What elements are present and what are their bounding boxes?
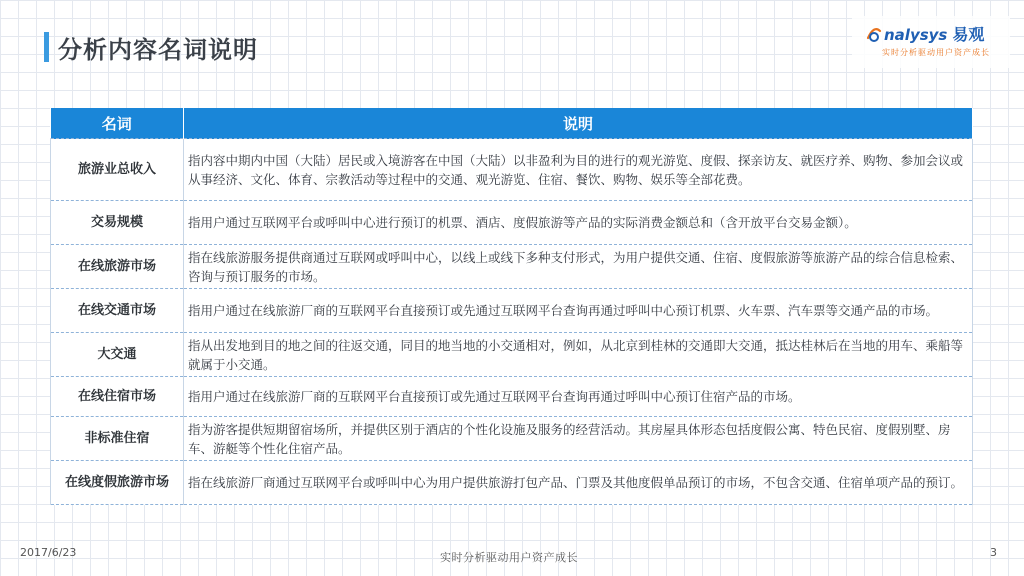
page-number: 3 [990,546,997,559]
header-description: 说明 [184,108,973,139]
description-cell: 指内容中期内中国（大陆）居民或入境游客在中国（大陆）以非盈利为目的进行的观光游览、度假、探亲访友、就医疗养、购物、参加会议或从事经济、文化、体育、宗教活动等过程中的交通、观光游览、住宿、餐饮、购物、娱乐等全部花费。 [184,139,973,201]
footer-date: 2017/6/23 [20,546,77,559]
term-cell: 旅游业总收入 [51,139,184,201]
description-cell: 指在线旅游服务提供商通过互联网或呼叫中心，以线上或线下多种支付形式，为用户提供交通、住宿、度假旅游等旅游产品的综合信息检索、咨询与预订服务的市场。 [184,245,973,289]
table-header-row [51,108,973,139]
term-cell: 在线旅游市场 [51,245,184,289]
slide-title: 分析内容名词说明 [58,35,258,64]
term-cell: 在线交通市场 [51,289,184,333]
logo-chinese-name: 易观 [952,25,985,44]
term-cell: 在线住宿市场 [51,377,184,417]
term-cell: 非标准住宿 [51,417,184,461]
table-row [51,201,973,245]
table-row [51,289,973,333]
analysys-logo [852,16,1010,68]
term-cell: 交易规模 [51,201,184,245]
table-row [51,417,973,461]
analysys-logo-icon [866,26,882,42]
table-row [51,139,973,201]
title-accent-bar [44,32,49,62]
description-cell: 指用户通过在线旅游厂商的互联网平台直接预订或先通过互联网平台查询再通过呼叫中心预订机票、火车票、汽车票等交通产品的市场。 [184,289,973,333]
description-cell: 指从出发地到目的地之间的往返交通，同目的地当地的小交通相对，例如，从北京到桂林的交通即大交通，抵达桂林后在当地的用车、乘船等就属于小交通。 [184,333,973,377]
terms-table [50,108,973,505]
table-row [51,333,973,377]
description-cell: 指用户通过在线旅游厂商的互联网平台直接预订或先通过互联网平台查询再通过呼叫中心预订住宿产品的市场。 [184,377,973,417]
term-cell: 在线度假旅游市场 [51,461,184,505]
slide-title-bar [44,30,258,64]
footer-slogan: 实时分析驱动用户资产成长 [440,551,578,564]
description-cell: 指为游客提供短期留宿场所，并提供区别于酒店的个性化设施及服务的经营活动。其房屋具体形态包括度假公寓、特色民宿、度假别墅、房车、游艇等个性化住宿产品。 [184,417,973,461]
logo-slogan: 实时分析驱动用户资产成长 [882,48,990,57]
description-cell: 指用户通过互联网平台或呼叫中心进行预订的机票、酒店、度假旅游等产品的实际消费金额总和（含开放平台交易金额）。 [184,201,973,245]
table-row [51,461,973,505]
table-row [51,377,973,417]
logo-name: nalysys [884,26,948,44]
header-term: 名词 [51,108,184,139]
table-row [51,245,973,289]
term-cell: 大交通 [51,333,184,377]
description-cell: 指在线旅游厂商通过互联网平台或呼叫中心为用户提供旅游打包产品、门票及其他度假单品预订的市场，不包含交通、住宿单项产品的预订。 [184,461,973,505]
